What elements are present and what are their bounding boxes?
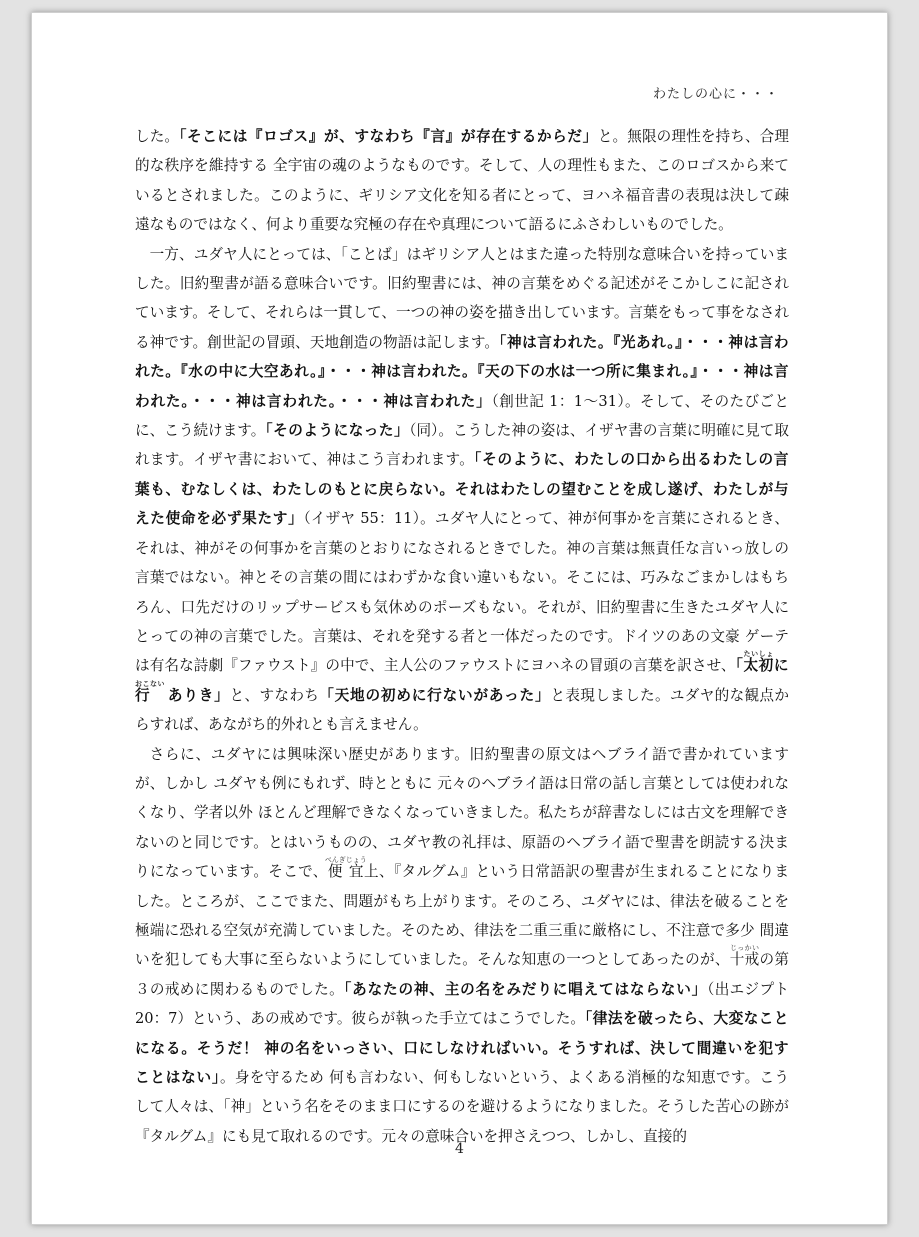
text-run: さらに、ユダヤには興味深い歴史があります。旧約聖書の原文はヘブライ語で書かれていますが、しかし ユダヤも例にもれず、時とともに 元々のヘブライ語は日常の話し言葉としては使われなくなり、学者以外 ほとんど理解できなくなっていきました。私たちが辞書なしには古文を理解できないのと同じです。とはいうものの、ユダヤ教の礼拝は、原語のヘブライ語で聖書を朗読する決まりになっています。そこで、 [135, 745, 789, 881]
emphasized-quote: 「神は言われた。『光あれ。』・・・神は言われた。『水の中に大空あれ。』・・・神は言われた。『天の下の水は一つ所に集まれ。』・・・神は言われた。・・・神は言われた。・・・神は言われた」 [135, 333, 789, 410]
ruby-reading: べんぎじょう [324, 856, 367, 865]
text-run: 一方、ユダヤ人にとっては、「ことば」はギリシア人とはまた違った特別な意味合いを持っていました。旧約聖書が語る意味合いです。旧約聖書には、神の言葉をめぐる記述がそこかしこに記されています。そして、それらは一貫して、一つの神の姿を描き出しています。言葉をもって事をなされる神です。創世記の冒頭、天地創造の物語は記します。 [135, 245, 789, 351]
text-run: （創世記 1：1〜31）。そして、そのたびごとに、こう続けます。 [135, 392, 789, 440]
ruby-annotation [135, 679, 165, 704]
text-run: 。身を守るため 何も言わない、何もしないという、よくある消極的な知恵です。こうして人々は、「神」という名をそのまま口にするのを避けるようになりました。そうした苦心の跡が『タルグム』にも見て取れるのです。元々の意味合いを押さえつつ、しかし、直接的 [135, 1069, 789, 1145]
emphasized-quote: 「天地の初めに行ないがあった」 [319, 686, 551, 704]
quote-mid: に [773, 657, 789, 675]
text-run: （出エジプト 20：7）という、あの戒めです。彼らが執った手立てはこうでした。 [135, 980, 790, 1028]
ruby-annotation [729, 944, 760, 969]
emphasized-quote: 「そのように、わたしの口から出るわたしの言葉も、むなしくは、わたしのもとに戻らない。それはわたしの望むことを成し遂げ、わたしが与えた使命を必ず果たす」 [135, 451, 790, 528]
paragraph-2 [135, 240, 789, 740]
text-run: と、すなわち [229, 686, 320, 704]
text-run: と。無限の理性を持ち、合理的な秩序を維持する 全宇宙の魂のようなものです。そして、人の理性もまた、このロゴスから来ているとされました。このように、ギリシア文化を知る者にとって、ヨハネ福音書の表現は決して疎遠なものではなく、何より重要な究極の存在や真理について語るにふさわしいものでした。 [135, 128, 789, 234]
paragraph-1 [135, 122, 789, 240]
ruby-reading: おこない [135, 679, 165, 688]
ruby-base: 太初 [743, 657, 774, 675]
text-run: の第３の戒めに関わるものでした。 [135, 951, 789, 998]
text-run: （同）。こうした神の姿は、イザヤ書の言葉に明確に見て取れます。イザヤ書において、神はこう言われます。 [135, 422, 789, 469]
ruby-annotation [324, 856, 367, 881]
text-run: （イザヤ 55：11）。ユダヤ人にとって、神が何事かを言葉にされるとき、それは、神がその何事かを言葉のとおりになされるときでした。神の言葉は無責任な言いっ放しの言葉ではない。神とその言葉の間にはわずかな食い違いもない。そこには、巧みなごまかしはもちろん、口先だけのリップサービスも気休めのポーズもない。それが、旧約聖書に生きたユダヤ人にとっての神の言葉でした。言葉は、それを発する者と一体だったのです。ドイツのあの文豪 ゲーテは有名な詩劇『ファウスト』の中で、主人公のファウストにヨハネの冒頭の言葉を訳させ、 [135, 510, 789, 675]
page-number: 4 [455, 1141, 464, 1157]
text-run: と表現しました。ユダヤ的な観点からすれば、あながち的外れとも言えません。 [135, 686, 789, 734]
running-header: わたしの心に・・・ [652, 87, 779, 102]
text-run: した。 [135, 128, 180, 145]
emphasized-quote: 「そのようになった」 [265, 422, 410, 440]
ruby-reading: たいしょ [743, 650, 774, 659]
ruby-reading: じっかい [729, 944, 760, 953]
ruby-base: 便宜 [324, 863, 367, 881]
body-text [135, 122, 789, 1151]
ruby-base: 行 [135, 686, 165, 704]
text-run: 上、『タルグム』という日常語訳の聖書が生まれることになりました。ところが、ここでまた、問題がもち上がります。そのころ、ユダヤには、律法を破ることを極端に恐れる空気が充満していました。そのため、律法を二重三重に厳格にし、不注意で多少 間違いを犯しても大事に至らないようにしていました。そんな知恵の一つとしてあったのが、 [135, 863, 789, 969]
ruby-base: 十戒 [729, 951, 760, 969]
quote-open: 「 [735, 657, 744, 675]
paragraph-3 [135, 740, 789, 1152]
emphasized-quote: 「律法を破ったら、大変なことになる。そうだ！ 神の名をいっさい、口にしなければいい。そうすれば、決して間違いを犯すことはない」 [135, 1010, 789, 1086]
emphasized-quote: 「そこには『ロゴス』が、すなわち『言』が存在するからだ」 [179, 128, 598, 145]
quote-close: ありき」 [161, 686, 230, 704]
ruby-annotation [743, 650, 774, 675]
document-page [31, 12, 888, 1225]
emphasized-quote: 「あなたの神、主の名をみだりに唱えてはならない」 [344, 980, 708, 998]
